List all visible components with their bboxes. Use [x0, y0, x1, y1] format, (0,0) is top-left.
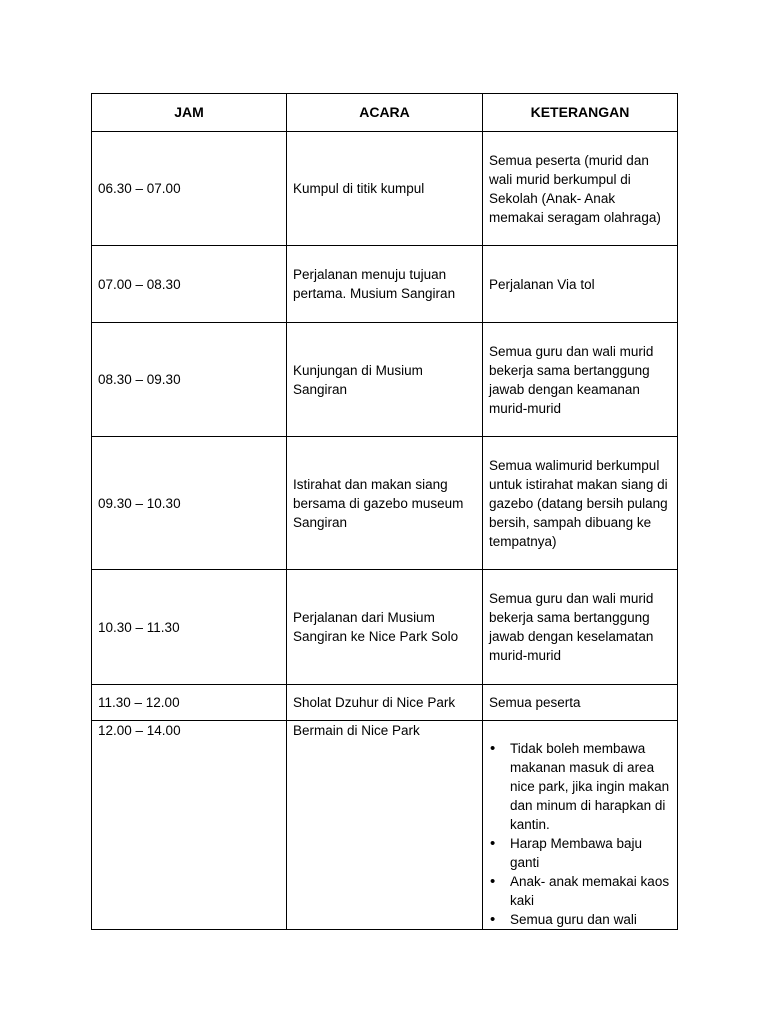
table-row [92, 721, 678, 930]
cell-acara: Kumpul di titik kumpul [287, 132, 483, 246]
header-jam: JAM [92, 94, 287, 132]
cell-acara: Perjalanan menuju tujuan pertama. Musium Sangiran [287, 246, 483, 323]
cell-acara: Istirahat dan makan siang bersama di gazebo museum Sangiran [287, 437, 483, 570]
cell-keterangan: Semua guru dan wali murid bekerja sama bertanggung jawab dengan keselamatan murid-murid [483, 570, 678, 685]
cell-jam: 09.30 – 10.30 [92, 437, 287, 570]
cell-jam: 10.30 – 11.30 [92, 570, 287, 685]
cell-acara: Perjalanan dari Musium Sangiran ke Nice Park Solo [287, 570, 483, 685]
table-row [92, 570, 678, 685]
cell-keterangan: Semua guru dan wali murid bekerja sama bertanggung jawab dengan keamanan murid-murid [483, 323, 678, 437]
cell-keterangan: Semua peserta [483, 685, 678, 721]
header-keterangan: KETERANGAN [483, 94, 678, 132]
cell-acara: Sholat Dzuhur di Nice Park [287, 685, 483, 721]
cell-keterangan [483, 721, 678, 930]
table-row [92, 132, 678, 246]
cell-acara: Kunjungan di Musium Sangiran [287, 323, 483, 437]
cell-jam: 06.30 – 07.00 [92, 132, 287, 246]
table-row [92, 246, 678, 323]
cell-jam: 07.00 – 08.30 [92, 246, 287, 323]
list-item: • Harap Membawa baju ganti [510, 834, 671, 872]
cell-jam: 11.30 – 12.00 [92, 685, 287, 721]
list-item: • Anak- anak memakai kaos kaki [510, 872, 671, 910]
cell-keterangan: Semua peserta (murid dan wali murid berkumpul di Sekolah (Anak- Anak memakai seragam olahraga) [483, 132, 678, 246]
cell-acara: Bermain di Nice Park [287, 721, 483, 930]
header-acara: ACARA [287, 94, 483, 132]
cell-jam: 12.00 – 14.00 [92, 721, 287, 930]
table-row [92, 437, 678, 570]
list-item: • Semua guru dan wali [510, 910, 671, 929]
cell-keterangan: Semua walimurid berkumpul untuk istirahat makan siang di gazebo (datang bersih pulang bersih, sampah dibuang ke tempatnya) [483, 437, 678, 570]
cell-keterangan: Perjalanan Via tol [483, 246, 678, 323]
list-item: • Tidak boleh membawa makanan masuk di area nice park, jika ingin makan dan minum di harapkan di kantin. [510, 739, 671, 834]
table-row [92, 323, 678, 437]
keterangan-bullet-list [489, 739, 671, 929]
schedule-table [91, 93, 678, 930]
table-row [92, 685, 678, 721]
table-header-row [92, 94, 678, 132]
cell-jam: 08.30 – 09.30 [92, 323, 287, 437]
